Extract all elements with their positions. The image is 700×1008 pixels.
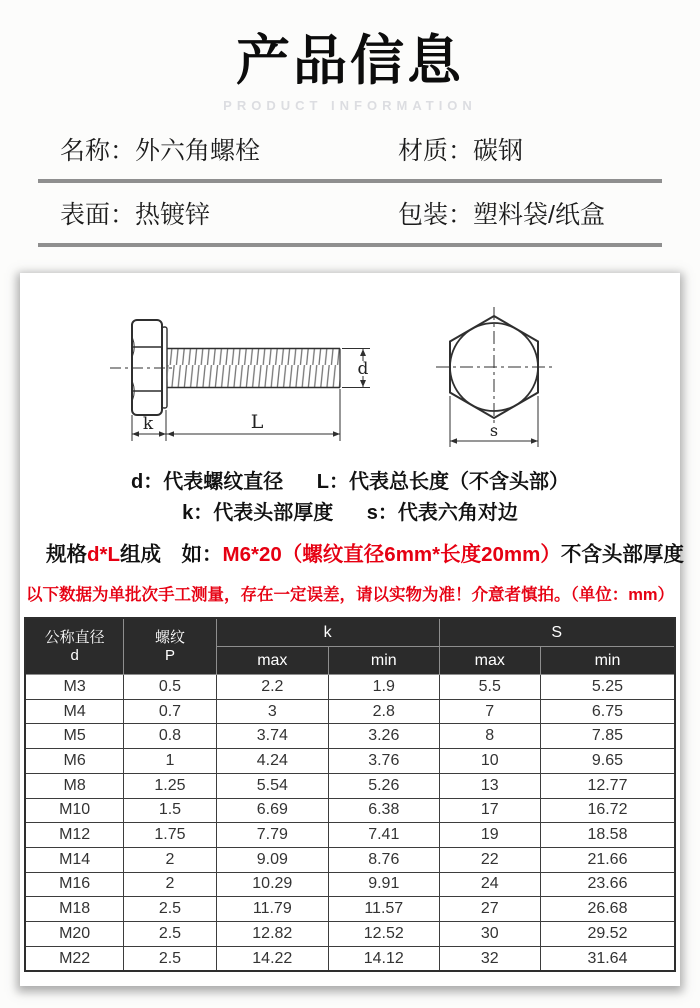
- table-cell: 29.52: [540, 921, 675, 946]
- table-cell: 2.2: [216, 675, 328, 700]
- table-cell: M3: [25, 675, 124, 700]
- table-cell: 19: [439, 823, 540, 848]
- table-cell: 8.76: [329, 847, 440, 872]
- legend-d: d：代表螺纹直径: [131, 471, 284, 494]
- table-row: [25, 798, 675, 823]
- table-row: [25, 749, 675, 774]
- spec-text: 不含头部厚度: [560, 543, 684, 567]
- spec-text: 组成 如：: [120, 543, 223, 567]
- table-cell: M20: [25, 921, 124, 946]
- header-s-max: max: [439, 647, 540, 675]
- table-row: [25, 872, 675, 897]
- table-cell: M22: [25, 946, 124, 971]
- header-k-min: min: [329, 647, 440, 675]
- legend-k: k：代表头部厚度: [182, 502, 334, 525]
- table-cell: 13: [439, 773, 540, 798]
- legend-line-1: [20, 467, 680, 498]
- table-cell: 18.58: [540, 823, 675, 848]
- table-cell: 14.12: [329, 946, 440, 971]
- table-cell: 9.09: [216, 847, 328, 872]
- spec-text: 规格: [46, 543, 87, 567]
- table-cell: M12: [25, 823, 124, 848]
- table-row: [25, 921, 675, 946]
- legend-s: s：代表六角对边: [366, 502, 518, 525]
- table-cell: 7: [439, 699, 540, 724]
- table-cell: 1.9: [329, 675, 440, 700]
- spec-red-example: M6*20（螺纹直径6mm*长度20mm）: [222, 543, 561, 567]
- page-subtitle: PRODUCT INFORMATION: [223, 98, 477, 114]
- table-cell: M6: [25, 749, 124, 774]
- table-cell: 23.66: [540, 872, 675, 897]
- table-cell: 9.91: [329, 872, 440, 897]
- legend-L: L：代表总长度（不含头部）: [316, 471, 569, 494]
- table-cell: 0.7: [124, 699, 216, 724]
- header-s-min: min: [540, 647, 675, 675]
- table-cell: M14: [25, 847, 124, 872]
- table-cell: 4.24: [216, 749, 328, 774]
- table-row: [25, 699, 675, 724]
- table-cell: 5.54: [216, 773, 328, 798]
- table-cell: 12.82: [216, 921, 328, 946]
- table-cell: 3: [216, 699, 328, 724]
- table-cell: 11.57: [329, 897, 440, 922]
- header-k-max: max: [216, 647, 328, 675]
- table-cell: 11.79: [216, 897, 328, 922]
- product-material: 材质：碳钢: [398, 137, 524, 166]
- dim-label-s: s: [489, 421, 499, 441]
- table-cell: M4: [25, 699, 124, 724]
- table-cell: M8: [25, 773, 124, 798]
- header-group-s: S: [439, 618, 675, 647]
- table-cell: 1: [124, 749, 216, 774]
- spec-red-dl: d*L: [87, 543, 121, 567]
- technical-drawing: [20, 285, 680, 465]
- table-cell: 3.74: [216, 724, 328, 749]
- table-cell: 3.26: [329, 724, 440, 749]
- table-cell: 1.5: [124, 798, 216, 823]
- spec-table: [24, 617, 676, 972]
- divider: [38, 179, 662, 183]
- table-cell: 12.52: [329, 921, 440, 946]
- table-cell: 1.75: [124, 823, 216, 848]
- table-cell: 10.29: [216, 872, 328, 897]
- table-cell: 1.25: [124, 773, 216, 798]
- table-cell: 2: [124, 847, 216, 872]
- legend-line-2: [20, 498, 680, 529]
- measurement-warning: 以下数据为单批次手工测量，存在一定误差，请以实物为准！介意者慎拍。（单位：mm）: [25, 586, 675, 605]
- table-row: [25, 946, 675, 971]
- table-cell: 22: [439, 847, 540, 872]
- table-cell: 30: [439, 921, 540, 946]
- table-row: [25, 823, 675, 848]
- table-cell: 5.26: [329, 773, 440, 798]
- table-cell: 16.72: [540, 798, 675, 823]
- table-cell: 7.85: [540, 724, 675, 749]
- table-cell: 9.65: [540, 749, 675, 774]
- divider: [38, 243, 662, 247]
- table-cell: M18: [25, 897, 124, 922]
- table-cell: 6.69: [216, 798, 328, 823]
- header-thread-pitch: 螺纹 P: [124, 618, 216, 675]
- table-cell: 31.64: [540, 946, 675, 971]
- table-cell: 24: [439, 872, 540, 897]
- table-row: [25, 897, 675, 922]
- table-cell: 3.76: [329, 749, 440, 774]
- product-packaging: 包装：塑料袋/纸盒: [398, 201, 605, 230]
- table-row: [25, 675, 675, 700]
- table-row: [25, 847, 675, 872]
- product-name: 名称：外六角螺栓: [60, 137, 261, 166]
- table-cell: M10: [25, 798, 124, 823]
- table-cell: 21.66: [540, 847, 675, 872]
- table-row: [25, 724, 675, 749]
- table-cell: 7.79: [216, 823, 328, 848]
- page-title: 产品信息: [236, 31, 464, 91]
- table-cell: 14.22: [216, 946, 328, 971]
- dim-label-k: k: [142, 414, 154, 435]
- spec-format-line: [20, 537, 684, 567]
- table-row: [25, 773, 675, 798]
- table-cell: 12.77: [540, 773, 675, 798]
- dim-label-d: d: [357, 359, 369, 380]
- product-surface: 表面：热镀锌: [60, 201, 211, 230]
- table-cell: 0.8: [124, 724, 216, 749]
- table-cell: 6.38: [329, 798, 440, 823]
- table-cell: 5.5: [439, 675, 540, 700]
- table-cell: 32: [439, 946, 540, 971]
- table-cell: 2.5: [124, 897, 216, 922]
- info-row-2: [0, 191, 700, 235]
- content-panel: [20, 273, 684, 986]
- spec-table-header: [25, 618, 675, 675]
- table-cell: 26.68: [540, 897, 675, 922]
- table-cell: 27: [439, 897, 540, 922]
- table-cell: 0.5: [124, 675, 216, 700]
- header-nominal-diameter: 公称直径 d: [25, 618, 124, 675]
- table-cell: 2.5: [124, 946, 216, 971]
- table-cell: 10: [439, 749, 540, 774]
- table-cell: 2.8: [329, 699, 440, 724]
- dim-label-L: L: [250, 411, 264, 434]
- product-info: [0, 127, 700, 247]
- table-cell: 17: [439, 798, 540, 823]
- table-cell: 5.25: [540, 675, 675, 700]
- info-row-1: [0, 127, 700, 171]
- table-cell: 2: [124, 872, 216, 897]
- header-group-k: k: [216, 618, 439, 647]
- table-cell: 7.41: [329, 823, 440, 848]
- table-cell: 6.75: [540, 699, 675, 724]
- spec-table-body: [25, 675, 675, 972]
- table-cell: M5: [25, 724, 124, 749]
- table-cell: 8: [439, 724, 540, 749]
- dimension-legend: [20, 467, 680, 529]
- table-cell: M16: [25, 872, 124, 897]
- bolt-thread: [167, 348, 340, 388]
- table-cell: 2.5: [124, 921, 216, 946]
